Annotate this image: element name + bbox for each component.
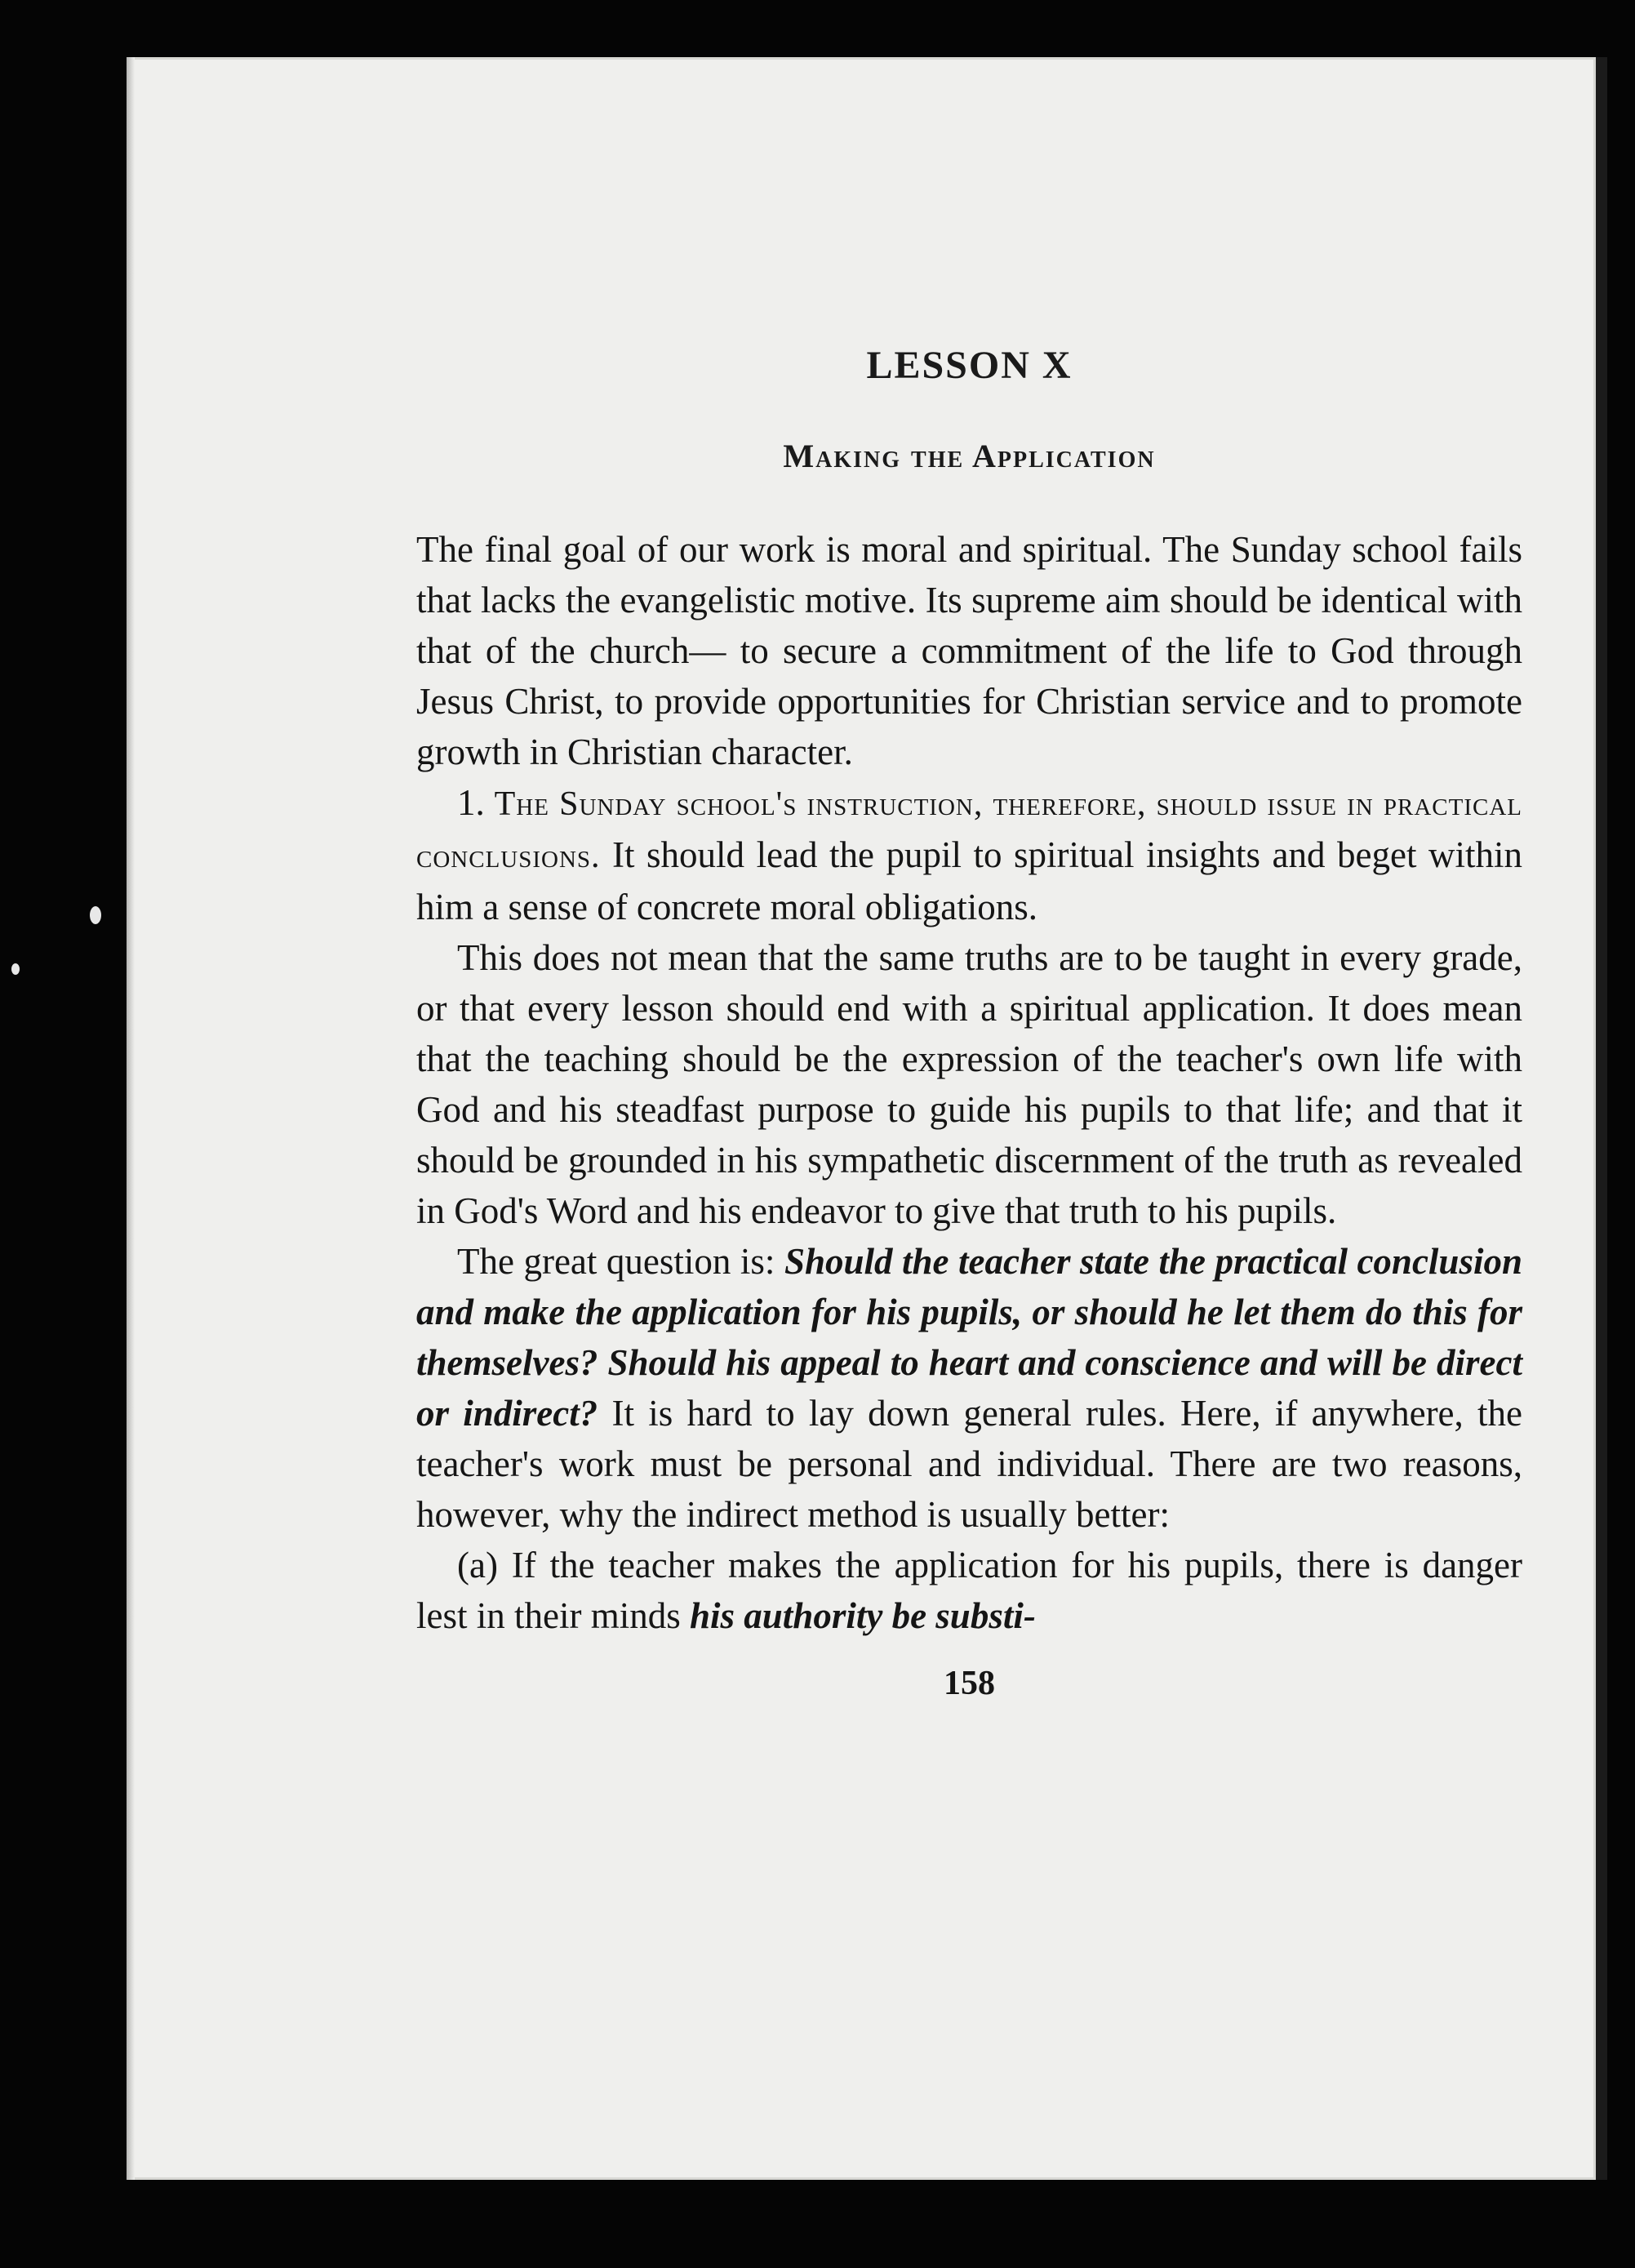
paragraph-5-text: If the teacher makes the application for his pupils, there is danger lest in their minds [416,1545,1522,1636]
paragraph-4 [416,1236,1522,1540]
paragraph-4-lead: The great question is: [457,1241,775,1282]
paragraph-4-question: Should the teacher state the practical conclusion and make the application for his pupils, or should he let them do this for themselves? Should his appeal to heart and conscience and will be direct or indirect? [416,1241,1523,1434]
lesson-subtitle: Making the Application [783,438,1156,474]
page-gutter-shadow [127,57,135,2180]
page-right-edge [1596,57,1607,2180]
lesson-title: LESSON X [866,344,1073,387]
paragraph-5-lead: (a) [457,1545,498,1585]
page-number: 158 [944,1665,995,1702]
section-heading: The Sunday school's instruction, therefore, should issue in practical conclusions. [416,785,1522,875]
section-number: 1. [457,782,485,823]
scan-speck [11,963,20,975]
paragraph-4-text: It is hard to lay down general rules. Here, if anywhere, the teacher's work must be personal and individual. There are two reasons, however, why the indirect method is usually better: [416,1393,1522,1535]
scan-speck [90,906,101,924]
paragraph-3: This does not mean that the same truths are to be taught in every grade, or that every lesson should end with a spiritual application. It does mean that the teaching should be the expression of the teacher's own life with God and his steadfast purpose to guide his pupils to that life; and that it should be grounded in his sympathetic discernment of the truth as revealed in God's Word and his endeavor to give that truth to his pupils. [416,937,1522,1231]
paragraph-2 [416,777,1522,932]
paragraph-5 [416,1540,1522,1641]
paragraph-2-text: It should lead the pupil to spiritual insights and beget within him a sense of concrete moral obligations. [416,834,1523,927]
paragraph-5-italic: his authority be substi- [689,1595,1036,1636]
paragraph-1: The final goal of our work is moral and spiritual. The Sunday school fails that lacks the evangelistic motive. Its supreme aim should be identical with that of the church— to secure a commitment of the life to God through Jesus Christ, to provide opportunities for Christian service and to promote growth in Christian character. [416,529,1522,772]
page-content [416,343,1522,1703]
